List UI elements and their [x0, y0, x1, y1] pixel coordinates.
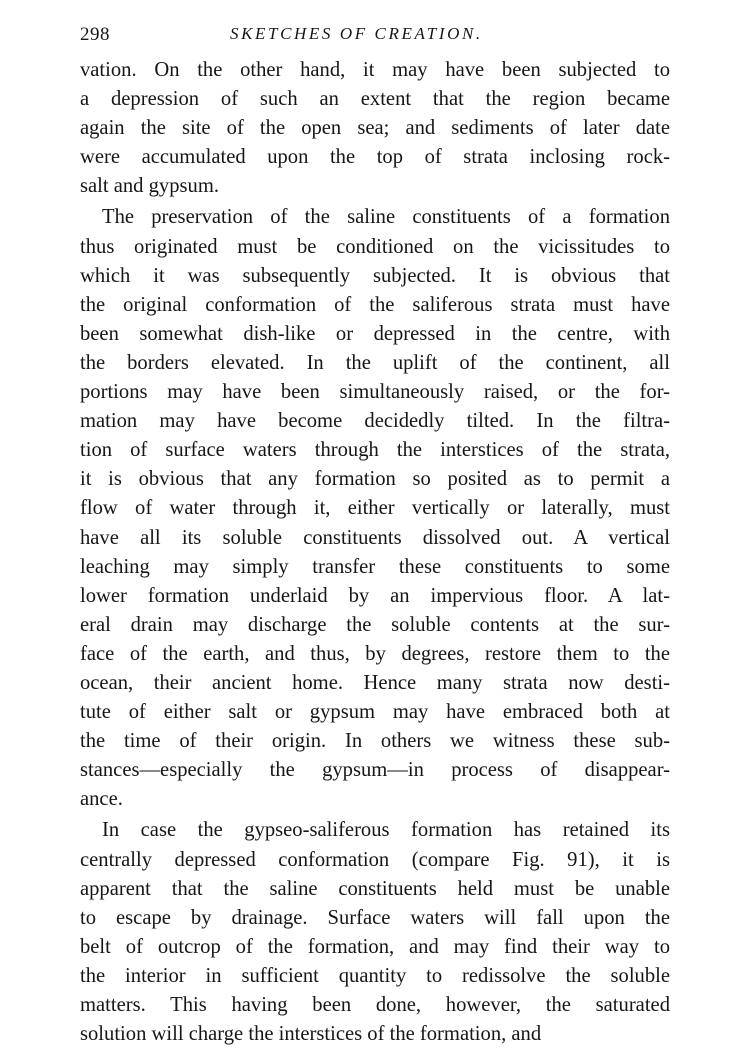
text-line: which it was subsequently subjected. It is obvious that [80, 264, 670, 287]
text-line: flow of water through it, either vertically or laterally, must [80, 497, 670, 520]
text-line: vation. On the other hand, it may have been subjected to [80, 59, 670, 81]
paragraph [80, 203, 670, 814]
text-line: lower formation underlaid by an impervious floor. A lat- [80, 584, 670, 607]
text-line: matters. This having been done, however, the saturated [80, 994, 670, 1016]
running-title: SKETCHES OF CREATION. [230, 24, 483, 43]
text-line: tute of either salt or gypsum may have embraced both at [80, 701, 670, 724]
book-page [80, 22, 670, 1051]
running-head [80, 22, 670, 56]
text-line: the interior in sufficient quantity to redissolve the soluble [80, 964, 670, 987]
text-line: been somewhat dish-like or depressed in the centre, with [80, 322, 670, 345]
text-line: portions may have been simultaneously raised, or the for- [80, 381, 670, 404]
text-line: apparent that the saline constituents held must be unable [80, 877, 670, 900]
text-line: the original conformation of the saliferous strata must have [80, 293, 670, 316]
text-line: solution will charge the interstices of the formation, and [80, 1023, 542, 1046]
text-line: centrally depressed conformation (compare Fig. 91), it is [80, 848, 670, 871]
text-line: it is obvious that any formation so posited as to permit a [80, 468, 670, 491]
paragraph [80, 816, 670, 1049]
text-line: ance. [80, 788, 123, 811]
text-line: again the site of the open sea; and sediments of later date [80, 117, 670, 140]
body-text [80, 56, 670, 1049]
text-line: have all its soluble constituents dissolved out. A vertical [80, 526, 670, 549]
text-line: face of the earth, and thus, by degrees, restore them to the [80, 642, 670, 665]
text-line: mation may have become decidedly tilted. In the filtra- [80, 410, 670, 433]
text-line: a depression of such an extent that the region became [80, 88, 670, 111]
text-line: thus originated must be conditioned on the vicissitudes to [80, 235, 670, 258]
text-line: the borders elevated. In the uplift of the continent, all [80, 351, 670, 374]
text-line: ocean, their ancient home. Hence many strata now desti- [80, 671, 670, 694]
page-number: 298 [80, 24, 110, 45]
text-line: eral drain may discharge the soluble contents at the sur- [80, 613, 670, 636]
text-line: salt and gypsum. [80, 175, 219, 198]
text-line: leaching may simply transfer these constituents to some [80, 555, 670, 578]
paragraph [80, 56, 670, 201]
text-line: to escape by drainage. Surface waters will fall upon the [80, 906, 670, 929]
text-line: were accumulated upon the top of strata inclosing rock- [80, 146, 670, 169]
text-line: stances—especially the gypsum—in process of disappear- [80, 759, 670, 782]
text-line: In case the gypseo-saliferous formation has retained its [102, 819, 670, 842]
text-line: belt of outcrop of the formation, and may find their way to [80, 935, 670, 958]
text-line: the time of their origin. In others we witness these sub- [80, 730, 670, 753]
text-line: tion of surface waters through the interstices of the strata, [80, 439, 670, 462]
text-line: The preservation of the saline constituents of a formation [102, 206, 670, 229]
